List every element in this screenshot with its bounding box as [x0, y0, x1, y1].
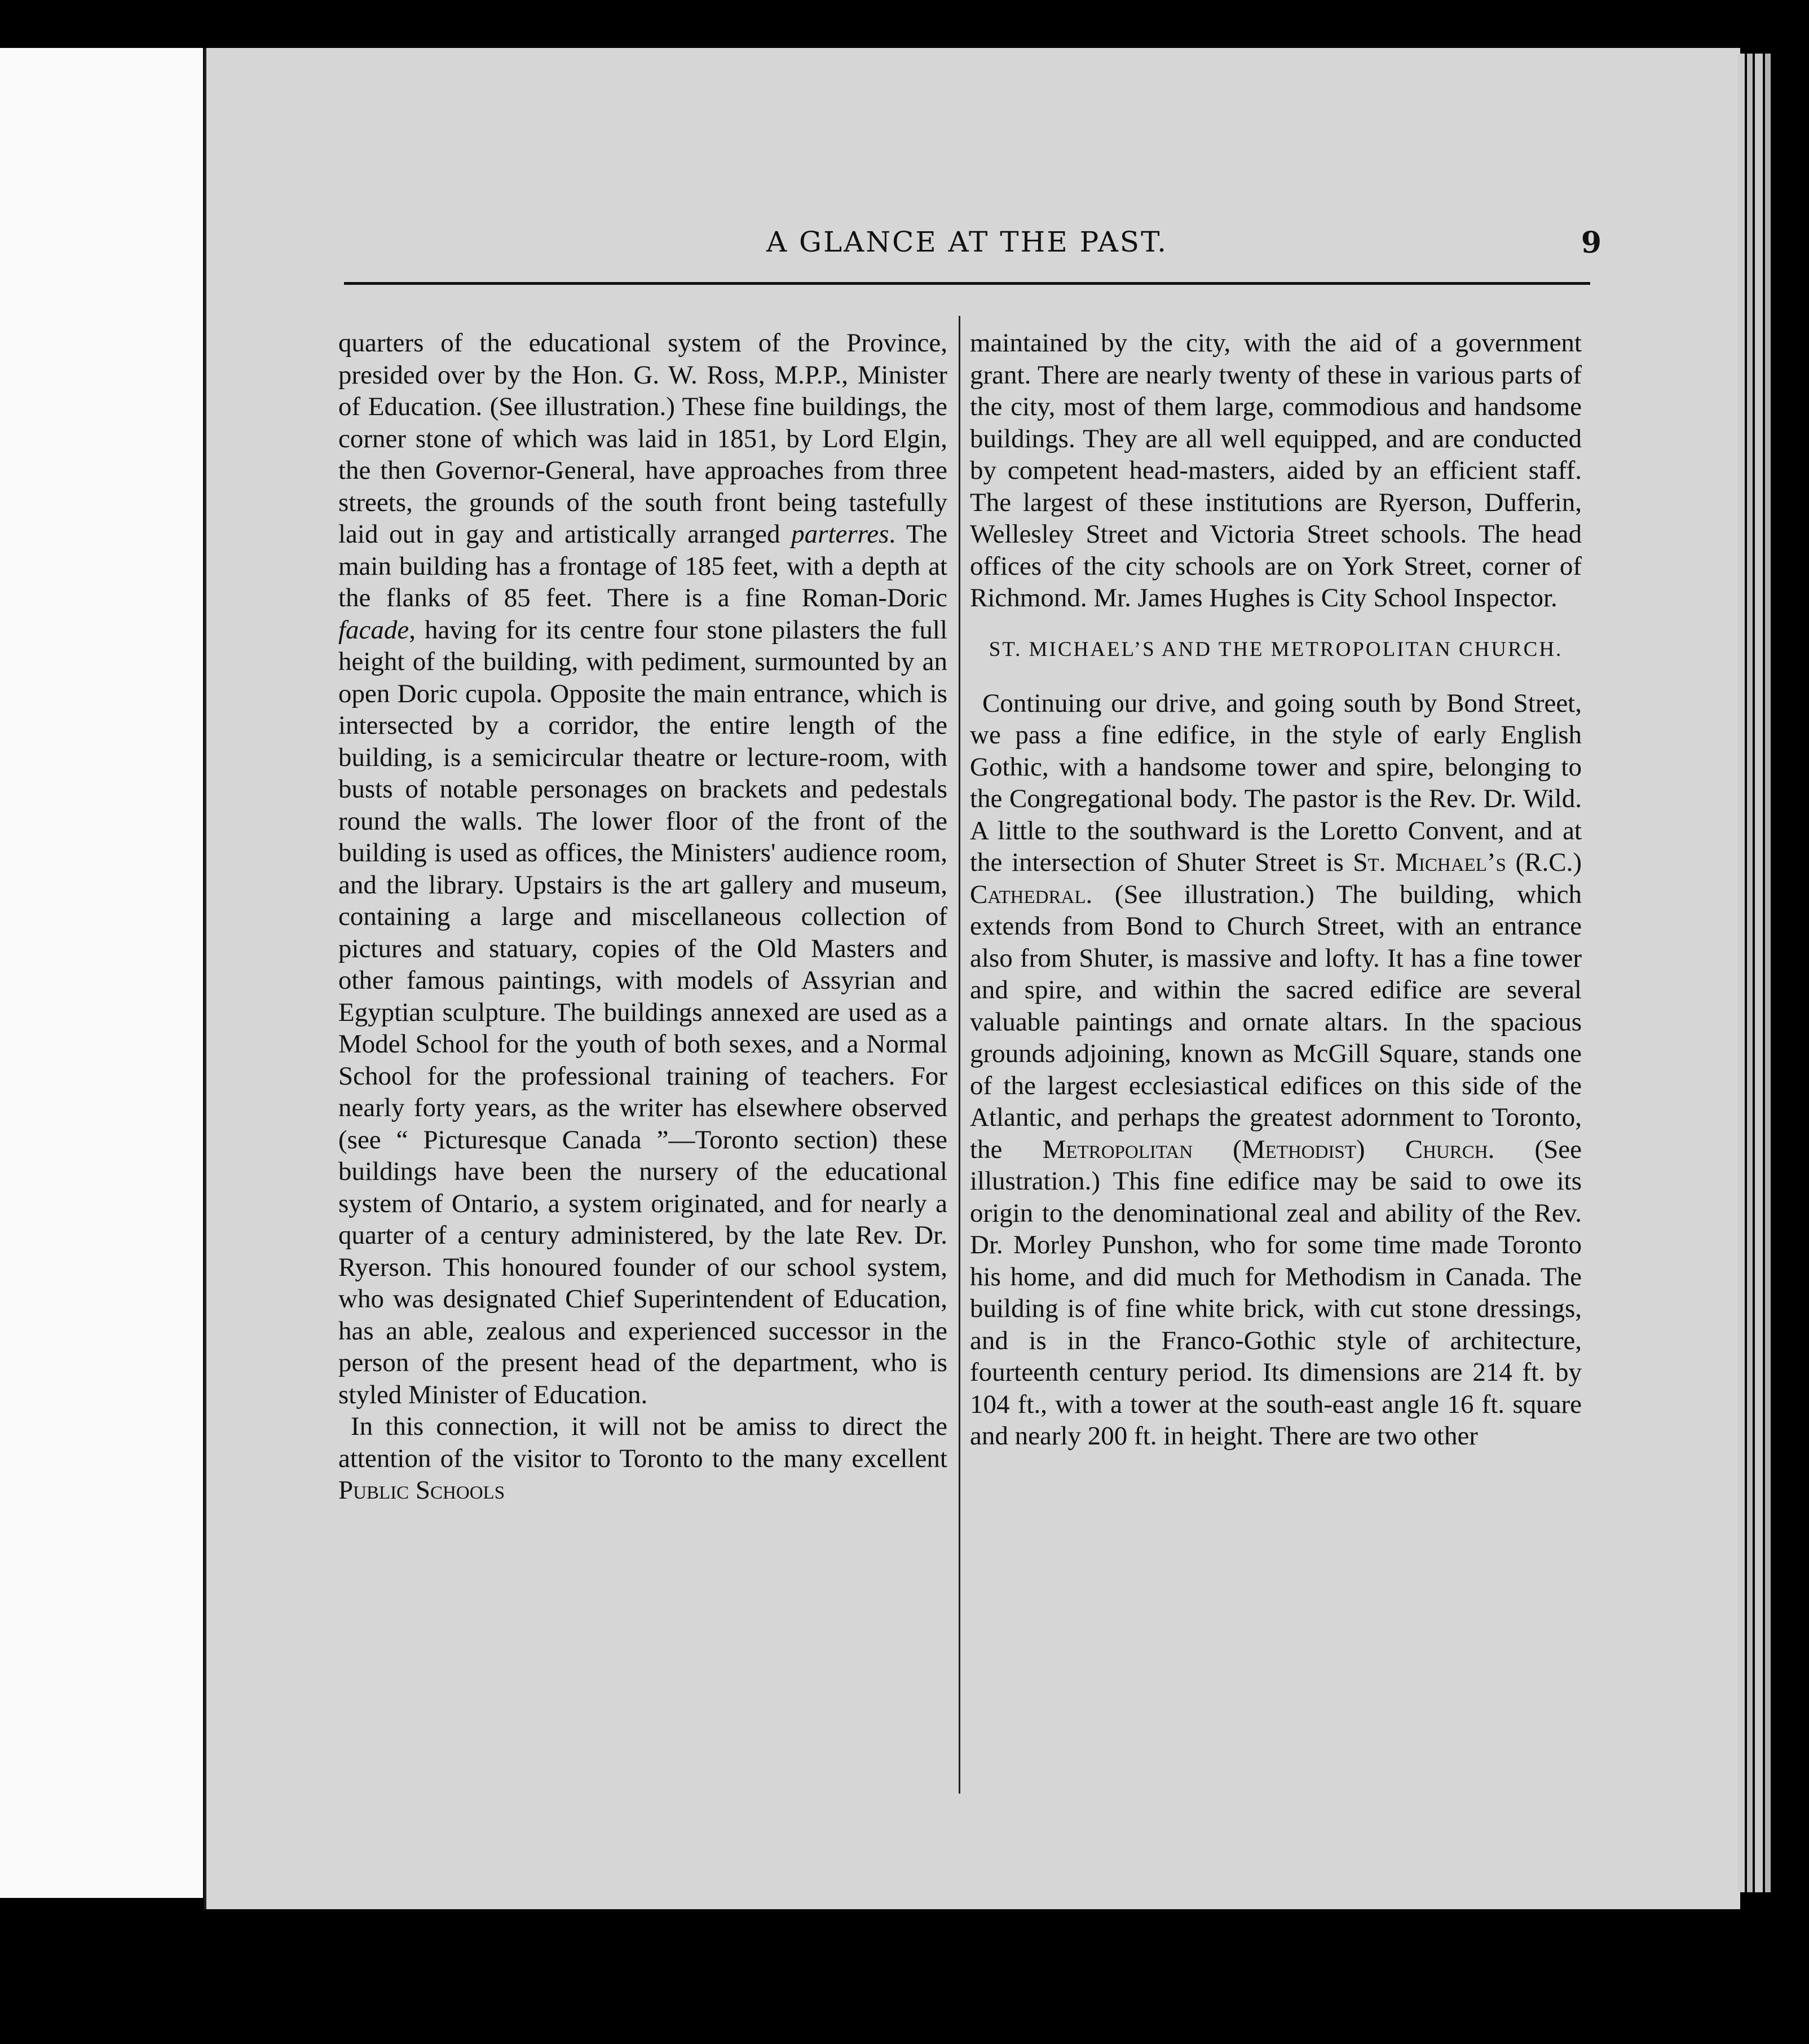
text-run: . The main building has a frontage of 185 feet, with a depth at the flanks of 85 feet. There is a fine Roman-Doric — [338, 519, 947, 613]
left-column — [338, 327, 947, 1794]
paragraph — [338, 327, 947, 1411]
column-rule — [959, 316, 960, 1794]
small-caps-term: Public Schools — [338, 1475, 505, 1505]
paragraph: maintained by the city, with the aid of a government grant. There are nearly twenty of these in various parts of the city, most of them large, commodious and handsome buildings. They are all well equipped, and are conducted by competent head-masters, aided by an efficient staff. The largest of these institutions are Ryerson, Dufferin, Wellesley Street and Victoria Street schools. The head offices of the city schools are on York Street, corner of Richmond. Mr. James Hughes is City School Inspector. — [970, 328, 1582, 613]
header-rule — [344, 282, 1590, 285]
left-margin-blank — [0, 48, 203, 1898]
paragraph — [970, 688, 1582, 1452]
page-edge — [1747, 54, 1753, 1892]
page-number: 9 — [1581, 226, 1601, 260]
paragraph — [338, 1411, 947, 1506]
section-heading: ST. MICHAEL’S AND THE METROPOLITAN CHURCH. — [989, 637, 1563, 661]
text-run: . (See illustration.) This fine edifice may be said to owe its origin to the denominational zeal and ability of the Rev. Dr. Morley Punshon, who for some time made Toronto his home, and did much for Methodism in Canada. The building is of fine white brick, with cut stone dressings, and is in the Franco-Gothic style of architecture, fourteenth century period. Its dimensions are 214 ft. by 104 ft., with a tower at the south-east angle 16 ft. square and nearly 200 ft. in height. There are two other — [970, 1134, 1582, 1451]
text-run: quarters of the educational system of the Province, presided over by the Hon. G. W. Ross, M.P.P., Minister of Education. (See illustration.) These fine buildings, the corner stone of which was laid in 1851, by Lord Elgin, the then Governor-General, have approaches from three streets, the grounds of the south front being tastefully laid out in gay and artistically arranged — [338, 328, 947, 549]
text-run: In this connection, it will not be amiss to direct the attention of the visitor to Toronto to the many excellent — [338, 1412, 947, 1473]
right-column — [970, 327, 1582, 1794]
small-caps-term: St. Michael’s (R.C.) Cathedral — [970, 848, 1582, 909]
page-edge — [1738, 54, 1745, 1892]
italic-term: facade — [338, 615, 409, 645]
italic-term: parterres — [791, 519, 889, 549]
page-edge — [1765, 54, 1771, 1892]
text-run: , having for its centre four stone pilasters the full height of the building, with pediment, surmounted by an open Doric cupola. Opposite the main entrance, which is intersected by a corridor, the entire length of the building, is a semicircular theatre or lecture-room, with busts of notable personages on brackets and pedestals round the walls. The lower floor of the front of the building is used as offices, the Ministers' audience room, and the library. Upstairs is the art gallery and museum, containing a large and miscellaneous collection of pictures and statuary, copies of the Old Masters and other famous paintings, with models of Assyrian and Egyptian sculpture. The buildings annexed are used as a Model School for the youth of both sexes, and a Normal School for the professional training of teachers. For nearly forty years, as the writer has elsewhere observed (see “ Picturesque Canada ”—Toronto section) these buildings have been the nursery of the educational system of Ontario, a system originated, and for nearly a quarter of a century administered, by the late Rev. Dr. Ryerson. This honoured founder of our school system, who was designated Chief Superintendent of Education, has an able, zealous and experienced successor in the person of the present head of the department, who is styled Minister of Education. — [338, 615, 947, 1409]
running-head: A GLANCE AT THE PAST. — [766, 226, 1168, 258]
text-run: . (See illustration.) The building, which extends from Bond to Church Street, with an entrance also from Shuter, is massive and lofty. It has a fine tower and spire, and within the sacred edifice are several valuable paintings and ornate altars. In the spacious grounds adjoining, known as McGill Square, stands one of the largest ecclesiastical edifices on this side of the Atlantic, and perhaps the greatest adornment to Toronto, the — [970, 879, 1582, 1164]
small-caps-term: Metropolitan (Methodist) Church — [1042, 1134, 1488, 1164]
page-edge — [1755, 54, 1763, 1892]
text-run: Continuing our drive, and going south by Bond Street, we pass a fine edifice, in the style of early English Gothic, with a handsome tower and spire, belonging to the Congregational body. The pastor is the Rev. Dr. Wild. A little to the southward is the Loretto Convent, and at the intersection of Shuter Street is — [970, 688, 1582, 877]
